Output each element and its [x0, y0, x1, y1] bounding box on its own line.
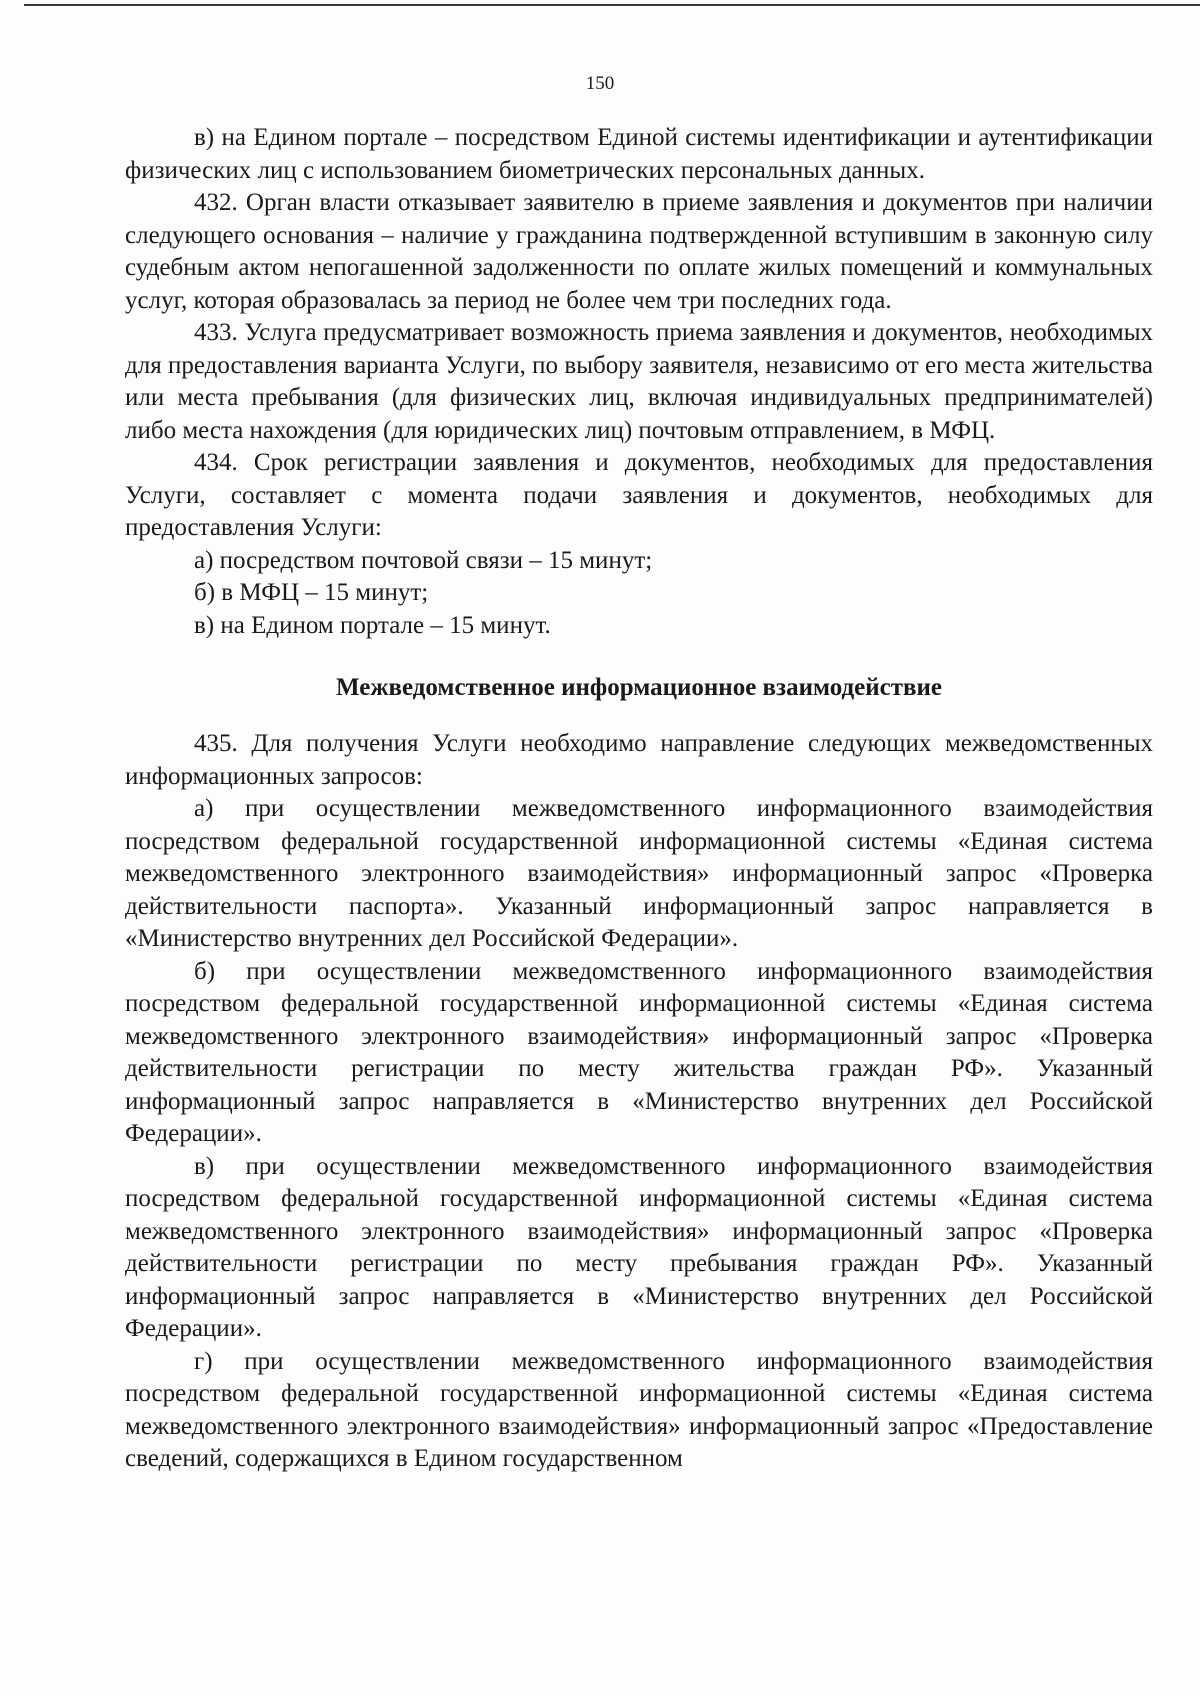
document-body [125, 122, 1153, 1476]
section-heading: Межведомственное информационное взаимодействие [336, 674, 942, 701]
paragraph-435-v: в) при осуществлении межведомственного информационного взаимодействия посредством федеральной государственной информационной системы «Единая система межведомственного электронного взаимодействия» информационный запрос «Проверка действительности регистрации по месту пребывания граждан РФ». Указанный информационный запрос направляется в «Министерство внутренних дел Российской Федерации». [125, 1152, 1153, 1342]
paragraph-435: 435. Для получения Услуги необходимо направление следующих межведомственных информационных запросов: [125, 730, 1153, 790]
paragraph-433: 433. Услуга предусматривает возможность приема заявления и документов, необходимых для предоставления варианта Услуги, по выбору заявителя, независимо от его места жительства или места пребывания (для физических лиц, включая индивидуальных предпринимателей) либо места нахождения (для юридических лиц) почтовым отправлением, в МФЦ. [125, 319, 1153, 444]
paragraph-435-g: г) при осуществлении межведомственного информационного взаимодействия посредством федеральной государственной информационной системы «Единая система межведомственного электронного взаимодействия» информационный запрос «Предоставление сведений, содержащихся в Едином государственном [125, 1347, 1153, 1472]
list-item-b-mfc: б) в МФЦ – 15 минут; [194, 579, 429, 606]
paragraph-435-b: б) при осуществлении межведомственного информационного взаимодействия посредством федеральной государственной информационной системы «Единая система межведомственного электронного взаимодействия» информационный запрос «Проверка действительности регистрации по месту жительства граждан РФ». Указанный информационный запрос направляется в «Министерство внутренних дел Российской Федерации». [125, 957, 1153, 1147]
paragraph-435-a: а) при осуществлении межведомственного информационного взаимодействия посредством федеральной государственной информационной системы «Единая система межведомственного электронного взаимодействия» информационный запрос «Проверка действительности паспорта». Указанный информационный запрос направляется в «Министерство внутренних дел Российской Федерации». [125, 795, 1153, 952]
paragraph-432: 432. Орган власти отказывает заявителю в приеме заявления и документов при наличии следующего основания – наличие у гражданина подтвержденной вступившим в законную силу судебным актом непогашенной задолженности по оплате жилых помещений и коммунальных услуг, которая образовалась за период не более чем три последних года. [125, 189, 1153, 314]
paragraph-434: 434. Срок регистрации заявления и документов, необходимых для предоставления Услуги, составляет с момента подачи заявления и документов, необходимых для предоставления Услуги: [125, 449, 1153, 541]
scan-top-edge-line [24, 4, 1200, 6]
paragraph-3-v-unified-portal: в) на Едином портале – посредством Единой системы идентификации и аутентификации физических лиц с использованием биометрических персональных данных. [125, 124, 1153, 184]
list-item-v-portal: в) на Едином портале – 15 минут. [194, 611, 551, 639]
list-item-a-post: а) посредством почтовой связи – 15 минут; [194, 546, 653, 574]
page-number: 150 [585, 73, 615, 94]
